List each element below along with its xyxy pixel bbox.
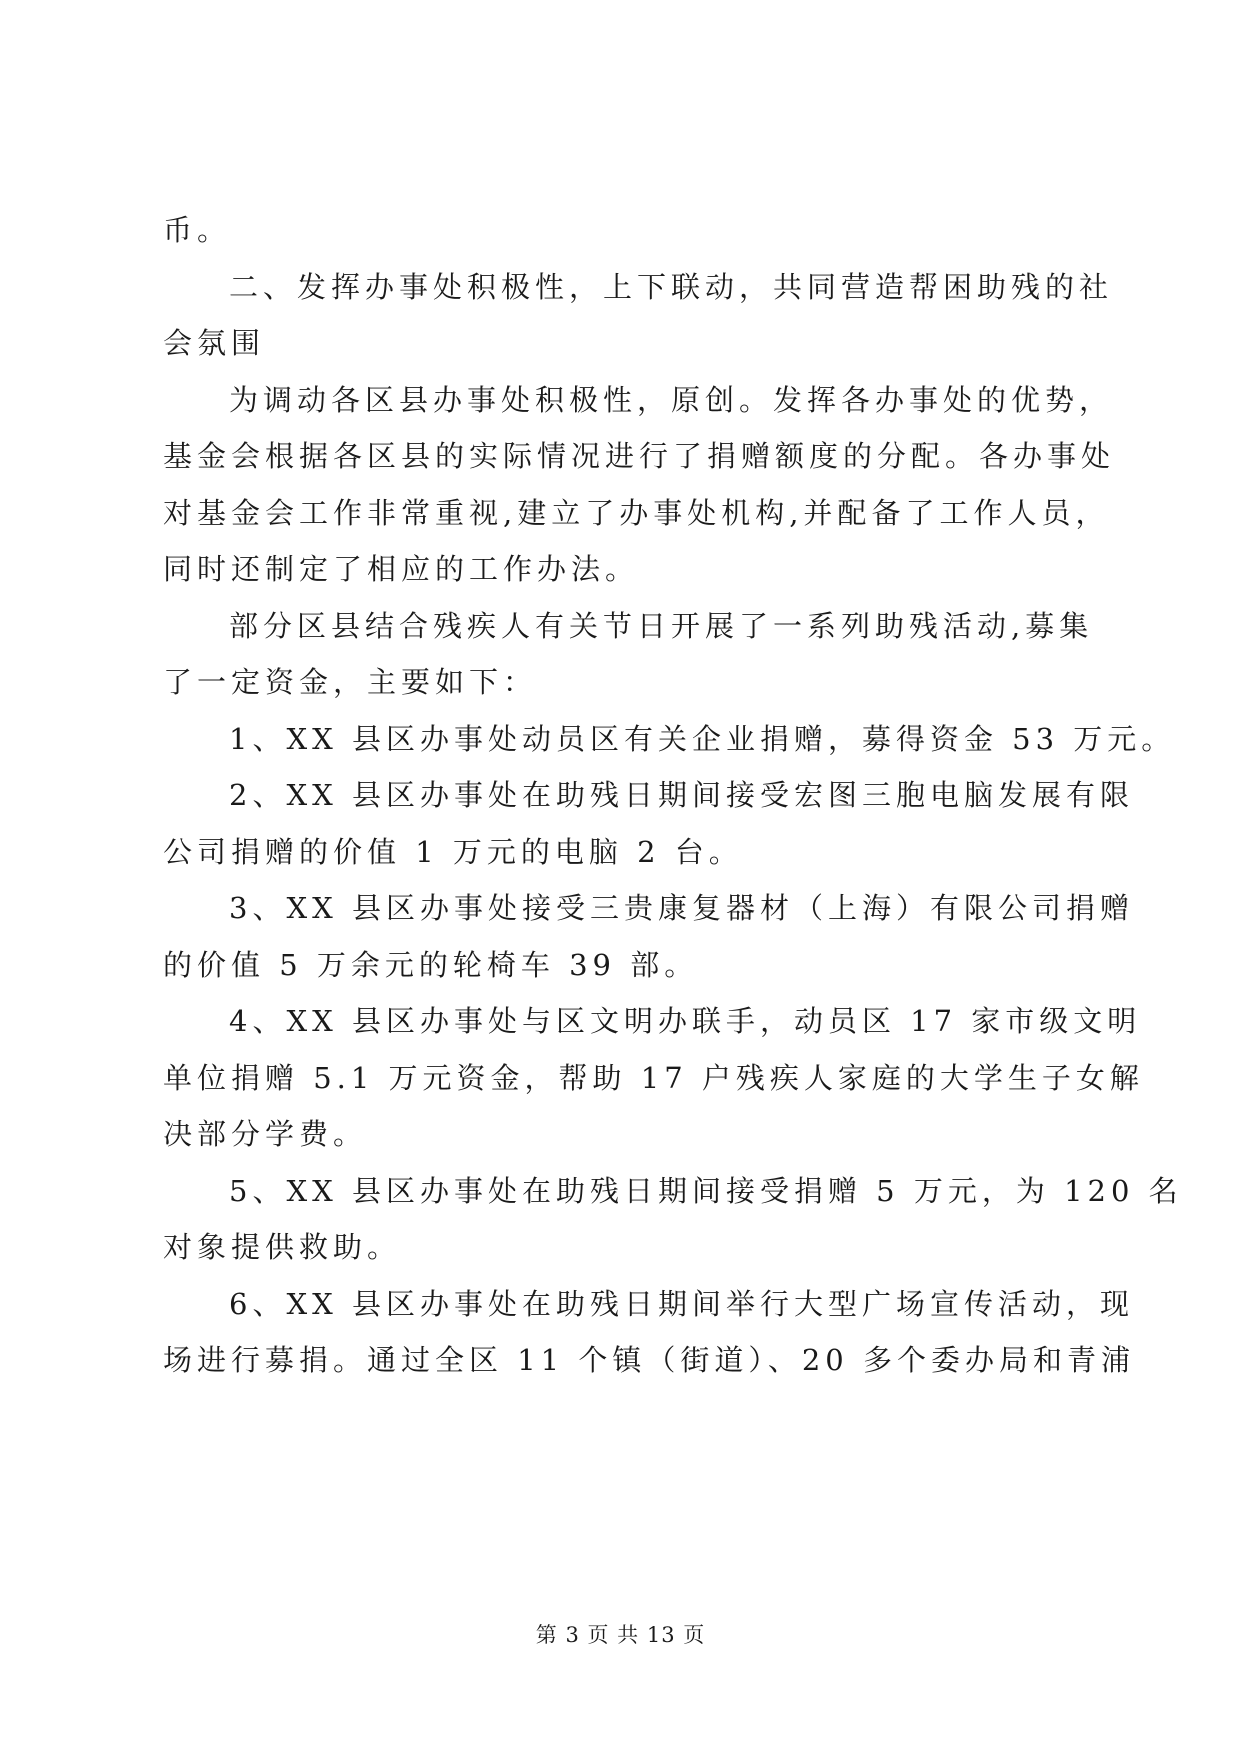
text-line: 基金会根据各区县的实际情况进行了捐赠额度的分配。各办事处 — [163, 439, 1116, 473]
text-line: 币。 — [163, 213, 232, 247]
text-line: 为调动各区县办事处积极性，原创。发挥各办事处的优势， — [229, 383, 1114, 417]
list-item: 4、XX 县区办事处与区文明办联手，动员区 17 家市级文明 — [229, 1004, 1142, 1038]
list-item: 2、XX 县区办事处在助残日期间接受宏图三胞电脑发展有限 — [229, 778, 1134, 812]
list-item-continued: 的价值 5 万余元的轮椅车 39 部。 — [163, 948, 699, 982]
list-item-continued: 对象提供救助。 — [163, 1230, 402, 1264]
list-item-continued: 场进行募捐。通过全区 11 个镇（街道）、20 多个委办局和青浦 — [163, 1343, 1135, 1377]
page-number-footer: 第 3 页 共 13 页 — [535, 1623, 706, 1647]
section-heading-continued: 会氛围 — [163, 326, 266, 360]
text-line: 对基金会工作非常重视,建立了办事处机构,并配备了工作人员， — [163, 496, 1110, 530]
list-item-continued: 决部分学费。 — [163, 1117, 368, 1151]
list-item: 3、XX 县区办事处接受三贵康复器材（上海）有限公司捐赠 — [229, 891, 1134, 925]
list-item: 6、XX 县区办事处在助残日期间举行大型广场宣传活动，现 — [229, 1287, 1134, 1321]
list-item-continued: 公司捐赠的价值 1 万元的电脑 2 台。 — [163, 835, 743, 869]
text-line: 了一定资金，主要如下： — [163, 665, 538, 699]
list-item: 1、XX 县区办事处动员区有关企业捐赠，募得资金 53 万元。 — [229, 722, 1176, 756]
text-line: 同时还制定了相应的工作办法。 — [163, 552, 640, 586]
list-item-continued: 单位捐赠 5.1 万元资金，帮助 17 户残疾人家庭的大学生子女解 — [163, 1061, 1144, 1095]
list-item: 5、XX 县区办事处在助残日期间接受捐赠 5 万元，为 120 名 — [229, 1174, 1183, 1208]
text-line: 部分区县结合残疾人有关节日开展了一系列助残活动,募集 — [229, 609, 1094, 643]
section-heading: 二、发挥办事处积极性，上下联动，共同营造帮困助残的社 — [229, 270, 1114, 304]
